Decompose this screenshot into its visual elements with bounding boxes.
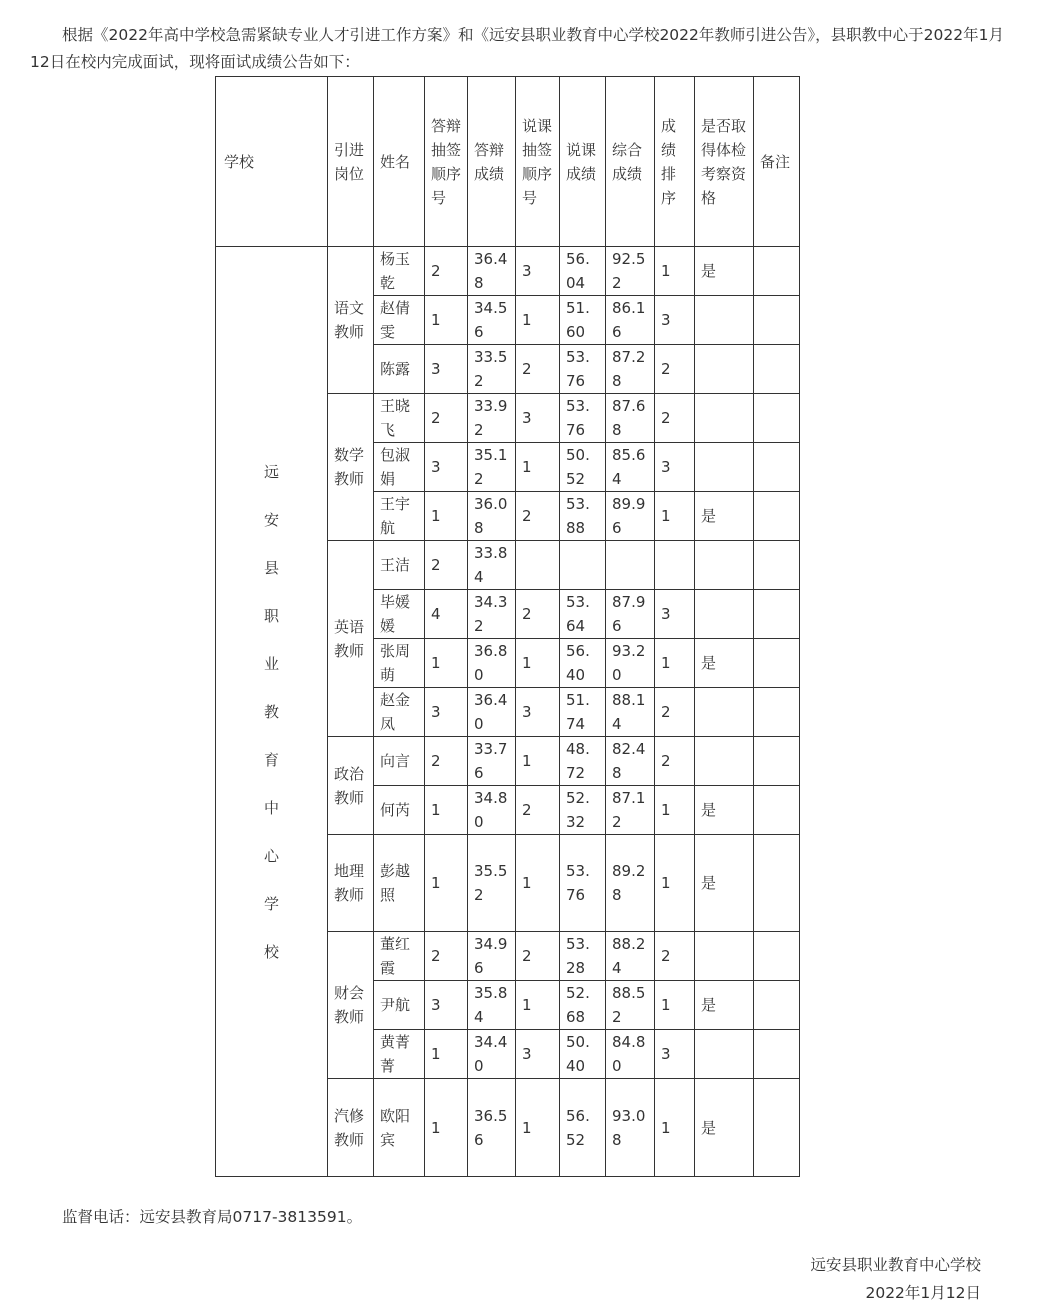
post-label: 财会教师 <box>334 984 365 1026</box>
total-cell: 88.14 <box>606 688 655 737</box>
remark-cell <box>754 296 800 345</box>
rank-cell: 1 <box>655 786 695 835</box>
debate-score-cell: 35.52 <box>468 835 516 932</box>
name-cell: 杨玉乾 <box>374 247 425 296</box>
debate-score-cell: 35.12 <box>468 443 516 492</box>
debate-order-cell: 1 <box>425 492 468 541</box>
remark-cell <box>754 443 800 492</box>
rank-cell: 1 <box>655 981 695 1030</box>
debate-score-cell: 36.80 <box>468 639 516 688</box>
lecture-order-cell: 3 <box>516 1030 560 1079</box>
remark-cell <box>754 786 800 835</box>
name-cell: 董红霞 <box>374 932 425 981</box>
debate-order-cell: 3 <box>425 981 468 1030</box>
post-label: 汽修教师 <box>334 1106 365 1149</box>
qualified-cell <box>695 737 754 786</box>
total-cell: 93.20 <box>606 639 655 688</box>
rank-cell: 1 <box>655 639 695 688</box>
qualified-cell: 是 <box>695 981 754 1030</box>
debate-order-cell: 1 <box>425 786 468 835</box>
debate-score-cell: 34.32 <box>468 590 516 639</box>
debate-score-cell: 33.84 <box>468 541 516 590</box>
signature-date: 2022年1月12日 <box>865 1284 981 1302</box>
qualified-cell <box>695 590 754 639</box>
rank-cell: 3 <box>655 443 695 492</box>
debate-order-cell: 2 <box>425 737 468 786</box>
rank-cell: 2 <box>655 932 695 981</box>
qualified-cell: 是 <box>695 835 754 932</box>
total-cell: 88.52 <box>606 981 655 1030</box>
total-cell: 89.28 <box>606 835 655 932</box>
rank-cell: 3 <box>655 296 695 345</box>
qualified-cell: 是 <box>695 1079 754 1177</box>
total-cell: 87.96 <box>606 590 655 639</box>
qualified-cell: 是 <box>695 247 754 296</box>
post-cell <box>328 932 374 1079</box>
lecture-score-cell: 51.60 <box>560 296 606 345</box>
post-label: 政治教师 <box>334 764 365 807</box>
name-cell: 王宇航 <box>374 492 425 541</box>
debate-order-cell: 3 <box>425 345 468 394</box>
total-cell: 88.24 <box>606 932 655 981</box>
lecture-order-cell: 1 <box>516 443 560 492</box>
debate-order-cell: 2 <box>425 932 468 981</box>
debate-order-cell: 1 <box>425 639 468 688</box>
remark-cell <box>754 394 800 443</box>
lecture-order-cell: 3 <box>516 688 560 737</box>
qualified-cell: 是 <box>695 639 754 688</box>
lecture-score-cell: 53.76 <box>560 345 606 394</box>
qualified-cell <box>695 932 754 981</box>
lecture-score-cell: 56.52 <box>560 1079 606 1177</box>
lecture-order-cell: 1 <box>516 835 560 932</box>
name-cell: 向言 <box>374 737 425 786</box>
qualified-cell <box>695 394 754 443</box>
remark-cell <box>754 345 800 394</box>
name-cell: 毕媛媛 <box>374 590 425 639</box>
post-cell <box>328 541 374 737</box>
rank-cell: 1 <box>655 492 695 541</box>
post-label: 地理教师 <box>334 862 365 904</box>
header-name: 姓名 <box>374 77 425 247</box>
total-cell: 84.80 <box>606 1030 655 1079</box>
intro-paragraph <box>30 22 1020 76</box>
lecture-order-cell: 2 <box>516 786 560 835</box>
total-cell: 87.68 <box>606 394 655 443</box>
header-debate-order: 答辩抽签顺序号 <box>425 77 468 247</box>
qualified-cell <box>695 443 754 492</box>
name-cell: 包淑娟 <box>374 443 425 492</box>
total-cell: 87.12 <box>606 786 655 835</box>
debate-order-cell: 1 <box>425 296 468 345</box>
debate-score-cell: 34.56 <box>468 296 516 345</box>
debate-order-cell: 1 <box>425 835 468 932</box>
lecture-order-cell: 3 <box>516 394 560 443</box>
debate-score-cell: 33.52 <box>468 345 516 394</box>
qualified-cell <box>695 345 754 394</box>
qualified-cell: 是 <box>695 492 754 541</box>
rank-cell: 2 <box>655 345 695 394</box>
post-label: 英语教师 <box>334 617 365 660</box>
debate-order-cell: 2 <box>425 541 468 590</box>
qualified-cell: 是 <box>695 786 754 835</box>
header-rank: 成绩排序 <box>655 77 695 247</box>
remark-cell <box>754 541 800 590</box>
debate-score-cell: 35.84 <box>468 981 516 1030</box>
lecture-score-cell: 53.28 <box>560 932 606 981</box>
post-cell <box>328 247 374 394</box>
header-school: 学校 <box>216 77 328 247</box>
lecture-order-cell: 2 <box>516 932 560 981</box>
name-cell: 赵金凤 <box>374 688 425 737</box>
lecture-order-cell: 2 <box>516 492 560 541</box>
lecture-order-cell: 1 <box>516 1079 560 1177</box>
debate-order-cell: 4 <box>425 590 468 639</box>
name-cell: 王晓飞 <box>374 394 425 443</box>
rank-cell: 1 <box>655 835 695 932</box>
name-cell: 陈露 <box>374 345 425 394</box>
score-table-body <box>216 77 800 1177</box>
debate-score-cell: 36.48 <box>468 247 516 296</box>
score-table <box>215 76 800 1177</box>
debate-score-cell: 33.76 <box>468 737 516 786</box>
name-cell: 欧阳宾 <box>374 1079 425 1177</box>
signature-org: 远安县职业教育中心学校 <box>810 1256 981 1274</box>
debate-score-cell: 34.40 <box>468 1030 516 1079</box>
debate-order-cell: 2 <box>425 394 468 443</box>
lecture-score-cell: 48.72 <box>560 737 606 786</box>
post-cell <box>328 1079 374 1177</box>
lecture-score-cell: 51.74 <box>560 688 606 737</box>
debate-score-cell: 33.92 <box>468 394 516 443</box>
remark-cell <box>754 688 800 737</box>
rank-cell: 2 <box>655 394 695 443</box>
lecture-score-cell: 53.88 <box>560 492 606 541</box>
debate-score-cell: 34.80 <box>468 786 516 835</box>
debate-score-cell: 34.96 <box>468 932 516 981</box>
lecture-order-cell: 1 <box>516 639 560 688</box>
lecture-order-cell: 2 <box>516 590 560 639</box>
rank-cell: 2 <box>655 688 695 737</box>
post-cell <box>328 737 374 835</box>
total-cell: 86.16 <box>606 296 655 345</box>
name-cell: 黄菁菁 <box>374 1030 425 1079</box>
lecture-score-cell: 50.52 <box>560 443 606 492</box>
debate-order-cell: 1 <box>425 1079 468 1177</box>
name-cell: 尹航 <box>374 981 425 1030</box>
total-cell <box>606 541 655 590</box>
debate-order-cell: 1 <box>425 1030 468 1079</box>
header-lecture-score: 说课成绩 <box>560 77 606 247</box>
total-cell: 92.52 <box>606 247 655 296</box>
rank-cell: 1 <box>655 1079 695 1177</box>
qualified-cell <box>695 296 754 345</box>
supervision-note: 监督电话：远安县教育局0717-3813591。 <box>62 1208 363 1226</box>
school-name: 远安县职业教育中心学校 <box>263 462 279 961</box>
post-cell <box>328 394 374 541</box>
remark-cell <box>754 1030 800 1079</box>
lecture-score-cell: 52.68 <box>560 981 606 1030</box>
post-cell <box>328 835 374 932</box>
name-cell: 张周萌 <box>374 639 425 688</box>
header-remark: 备注 <box>754 77 800 247</box>
header-qualified: 是否取得体检考察资格 <box>695 77 754 247</box>
remark-cell <box>754 639 800 688</box>
header-row <box>216 77 800 247</box>
remark-cell <box>754 1079 800 1177</box>
remark-cell <box>754 247 800 296</box>
debate-order-cell: 3 <box>425 688 468 737</box>
lecture-order-cell: 2 <box>516 345 560 394</box>
remark-cell <box>754 737 800 786</box>
lecture-order-cell: 1 <box>516 296 560 345</box>
intro-text: 根据《2022年高中学校急需紧缺专业人才引进工作方案》和《远安县职业教育中心学校2022年教师引进公告》，县职教中心于2022年1月12日在校内完成面试，现将面试成绩公告如下： <box>30 26 1004 71</box>
lecture-order-cell: 1 <box>516 981 560 1030</box>
lecture-score-cell: 53.76 <box>560 835 606 932</box>
header-lecture-order: 说课抽签顺序号 <box>516 77 560 247</box>
remark-cell <box>754 835 800 932</box>
remark-cell <box>754 981 800 1030</box>
total-cell: 89.96 <box>606 492 655 541</box>
header-total: 综合成绩 <box>606 77 655 247</box>
remark-cell <box>754 492 800 541</box>
lecture-order-cell: 1 <box>516 737 560 786</box>
remark-cell <box>754 590 800 639</box>
total-cell: 85.64 <box>606 443 655 492</box>
debate-score-cell: 36.40 <box>468 688 516 737</box>
post-label: 语文教师 <box>334 299 365 341</box>
lecture-score-cell <box>560 541 606 590</box>
debate-order-cell: 2 <box>425 247 468 296</box>
total-cell: 82.48 <box>606 737 655 786</box>
total-cell: 93.08 <box>606 1079 655 1177</box>
name-cell: 何芮 <box>374 786 425 835</box>
rank-cell: 3 <box>655 590 695 639</box>
debate-order-cell: 3 <box>425 443 468 492</box>
remark-cell <box>754 932 800 981</box>
rank-cell: 1 <box>655 247 695 296</box>
header-post: 引进岗位 <box>328 77 374 247</box>
school-cell <box>216 247 328 1177</box>
qualified-cell <box>695 541 754 590</box>
debate-score-cell: 36.08 <box>468 492 516 541</box>
post-label: 数学教师 <box>334 446 365 488</box>
lecture-score-cell: 52.32 <box>560 786 606 835</box>
qualified-cell <box>695 688 754 737</box>
rank-cell: 2 <box>655 737 695 786</box>
total-cell: 87.28 <box>606 345 655 394</box>
lecture-score-cell: 50.40 <box>560 1030 606 1079</box>
header-debate-score: 答辩成绩 <box>468 77 516 247</box>
lecture-order-cell <box>516 541 560 590</box>
lecture-score-cell: 56.04 <box>560 247 606 296</box>
rank-cell <box>655 541 695 590</box>
name-cell: 赵倩雯 <box>374 296 425 345</box>
lecture-score-cell: 53.76 <box>560 394 606 443</box>
name-cell: 彭越照 <box>374 835 425 932</box>
lecture-score-cell: 53.64 <box>560 590 606 639</box>
debate-score-cell: 36.56 <box>468 1079 516 1177</box>
name-cell: 王洁 <box>374 541 425 590</box>
rank-cell: 3 <box>655 1030 695 1079</box>
lecture-score-cell: 56.40 <box>560 639 606 688</box>
lecture-order-cell: 3 <box>516 247 560 296</box>
qualified-cell <box>695 1030 754 1079</box>
table-row <box>216 247 800 296</box>
